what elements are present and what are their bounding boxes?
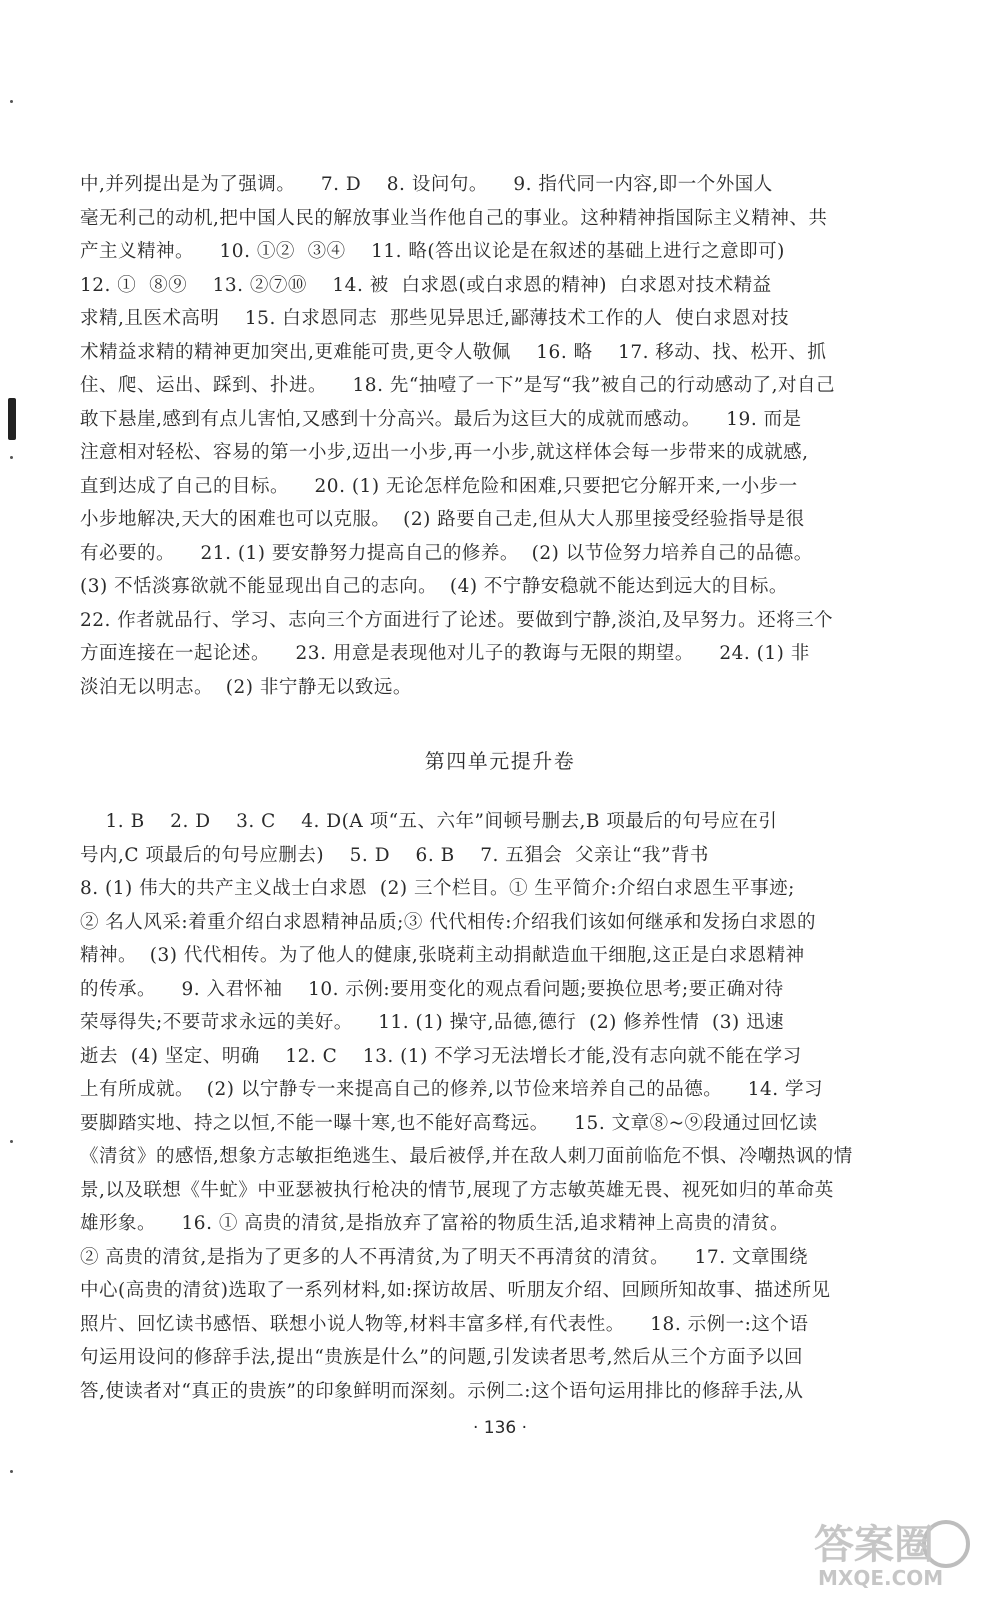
text-line: 号内,C 项最后的句号应删去) 5. D 6. B 7. 五猖会 父亲让“我”背书	[80, 844, 709, 866]
text-line: 毫无利己的动机,把中国人民的解放事业当作他自己的事业。这种精神指国际主义精神、共	[80, 207, 828, 229]
text-line: 景,以及联想《牛虻》中亚瑟被执行枪决的情节,展现了方志敏英雄无畏、视死如归的革命英	[80, 1179, 834, 1201]
scan-dot	[10, 1140, 13, 1143]
text-line: 22. 作者就品行、学习、志向三个方面进行了论述。要做到宁静,淡泊,及早努力。还将三个	[80, 609, 834, 631]
text-line: 句运用设问的修辞手法,提出“贵族是什么”的问题,引发读者思考,然后从三个方面予以回	[80, 1347, 804, 1368]
scan-dot	[10, 1470, 13, 1473]
text-line: 《清贫》的感悟,想象方志敏拒绝逃生、最后被俘,并在敌人刺刀面前临危不惧、冷嘲热讽的情	[80, 1146, 853, 1167]
text-line: 12. ① ⑧⑨ 13. ②⑦⑩ 14. 被 白求恩(或白求恩的精神) 白求恩对技术精益	[80, 274, 772, 296]
text-line: 注意相对轻松、容易的第一小步,迈出一小步,再一小步,就这样体会每一步带来的成就感,	[80, 442, 809, 463]
watermark-logo-icon	[808, 1510, 978, 1590]
text-line: 求精,且医术高明 15. 白求恩同志 那些见异思迁,鄙薄技术工作的人 使白求恩对技	[80, 308, 790, 329]
watermark-text-bottom: MXQE.COM	[818, 1566, 944, 1590]
answers-block-unit-4	[80, 805, 870, 1408]
text-line: 直到达成了自己的目标。 20. (1) 无论怎样危险和困难,只要把它分解开来,一小步一	[80, 475, 798, 497]
section-title: 第四单元提升卷	[424, 749, 576, 773]
text-line: 上有所成就。 (2) 以宁静专一来提高自己的修养,以节俭来培养自己的品德。 14. 学习	[80, 1079, 824, 1100]
text-line: 产主义精神。 10. ①② ③④ 11. 略(答出议论是在叙述的基础上进行之意即可)	[80, 241, 785, 262]
answers-block-unit-3	[80, 168, 870, 704]
text-line: 精神。 (3) 代代相传。为了他人的健康,张晓莉主动捐献造血干细胞,这正是白求恩精神	[80, 945, 805, 966]
watermark-logo	[808, 1510, 978, 1590]
text-line: (3) 不恬淡寡欲就不能显现出自己的志向。 (4) 不宁静安稳就不能达到远大的目标。	[80, 576, 788, 597]
text-line: 小步地解决,天大的困难也可以克服。 (2) 路要自己走,但从大人那里接受经验指导是很	[80, 509, 805, 530]
watermark-text-top: 答案圈	[814, 1522, 934, 1568]
text-line: 的传承。 9. 入君怀袖 10. 示例:要用变化的观点看问题;要换位思考;要正确对待	[80, 978, 784, 1000]
text-line: 8. (1) 伟大的共产主义战士白求恩 (2) 三个栏目。① 生平简介:介绍白求恩生平事迹;	[80, 878, 795, 899]
text-line: 方面连接在一起论述。 23. 用意是表现他对儿子的教诲与无限的期望。 24. (1) 非	[80, 643, 810, 664]
text-line: 术精益求精的精神更加突出,更难能可贵,更令人敬佩 16. 略 17. 移动、找、松开、抓	[80, 341, 827, 363]
text-line: 荣辱得失;不要苛求永远的美好。 11. (1) 操守,品德,德行 (2) 修养性情 (3) 迅速	[80, 1012, 785, 1033]
text-line: 雄形象。 16. ① 高贵的清贫,是指放弃了富裕的物质生活,追求精神上高贵的清贫。	[80, 1213, 789, 1234]
text-line: 照片、回忆读书感悟、联想小说人物等,材料丰富多样,有代表性。 18. 示例一:这个语	[80, 1313, 809, 1335]
text-line: 要脚踏实地、持之以恒,不能一曝十寒,也不能好高骛远。 15. 文章⑧~⑨段通过回忆读	[80, 1112, 818, 1134]
scan-dot	[10, 456, 13, 459]
text-line: 逝去 (4) 坚定、明确 12. C 13. (1) 不学习无法增长才能,没有志向就不能在学习	[80, 1045, 802, 1067]
text-line: 中心(高贵的清贫)选取了一系列材料,如:探访故居、听朋友介绍、回顾所知故事、描述所见	[80, 1280, 831, 1301]
text-line: 淡泊无以明志。 (2) 非宁静无以致远。	[80, 676, 412, 698]
text-line: ② 名人风采:着重介绍白求恩精神品质;③ 代代相传:介绍我们该如何继承和发扬白求恩的	[80, 911, 816, 933]
page-number: · 136 ·	[472, 1418, 528, 1438]
text-line: 中,并列提出是为了强调。 7. D 8. 设问句。 9. 指代同一内容,即一个外国人	[80, 174, 773, 195]
text-line: 1. B 2. D 3. C 4. D(A 项“五、六年”间顿号删去,B 项最后的句号应在引	[80, 811, 778, 832]
scan-dot	[10, 100, 13, 103]
text-line: ② 高贵的清贫,是指为了更多的人不再清贫,为了明天不再清贫的清贫。 17. 文章围绕	[80, 1246, 808, 1268]
scan-mark	[8, 398, 16, 440]
text-line: 答,使读者对“真正的贵族”的印象鲜明而深刻。示例二:这个语句运用排比的修辞手法,从	[80, 1380, 804, 1402]
text-line: 敢下悬崖,感到有点儿害怕,又感到十分高兴。最后为这巨大的成就而感动。 19. 而是	[80, 408, 802, 430]
text-line: 住、爬、运出、踩到、扑进。 18. 先“抽噎了一下”是写“我”被自己的行动感动了,对自己	[80, 375, 836, 396]
text-line: 有必要的。 21. (1) 要安静努力提高自己的修养。 (2) 以节俭努力培养自己的品德。	[80, 542, 813, 564]
